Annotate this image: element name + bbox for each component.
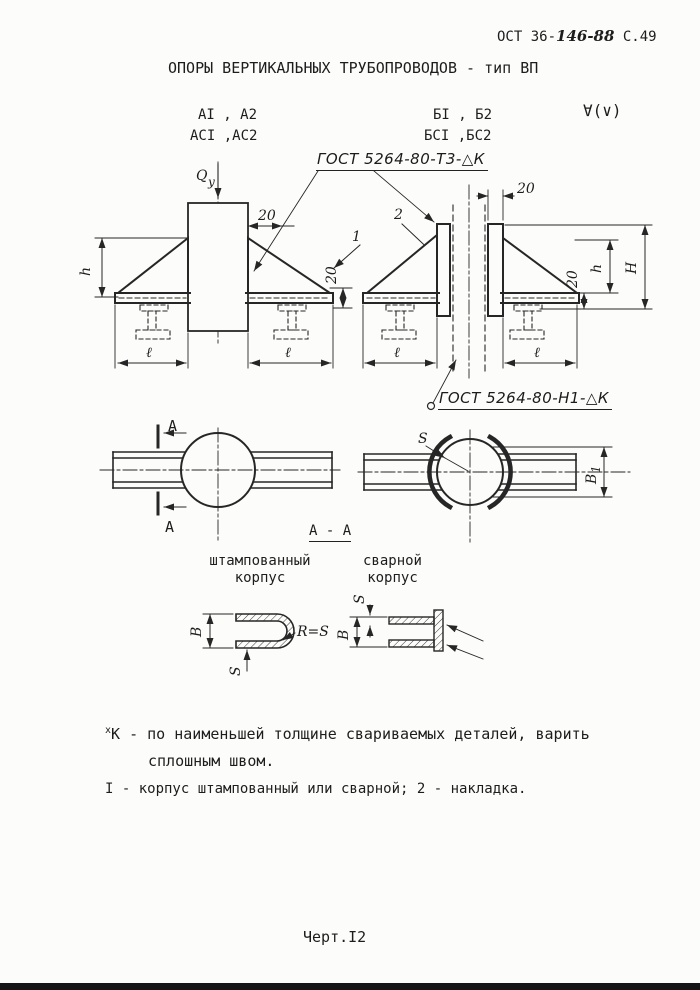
front-view-left-assembly (78, 162, 352, 345)
standard-number-handwritten: 146-88 (556, 27, 615, 45)
dim-b1-subscript: 1 (589, 465, 603, 473)
weld-note-n1: ГОСТ 5264-80-Н1-△К (438, 389, 612, 410)
figure-caption: Черт.I2 (303, 928, 367, 946)
stamped-corpus-label-line2: корпус (234, 570, 286, 586)
dim-l-label: ℓ (285, 345, 291, 361)
dimension-l-row (115, 305, 577, 368)
footnote-superscript: х (105, 725, 112, 736)
welded-corpus-label-line1: сварной (362, 553, 422, 569)
page-title: ОПОРЫ ВЕРТИКАЛЬНЫХ ТРУБОПРОВОДОВ - тип ВП (168, 59, 539, 77)
callout-2: 2 (394, 207, 403, 223)
plan-view-right (358, 430, 630, 545)
weld-arrow (447, 625, 483, 641)
front-view-right-assembly (254, 171, 652, 378)
dim-l-label: ℓ (394, 345, 400, 361)
dim-l-label: ℓ (146, 345, 152, 361)
weld-arrow (447, 645, 483, 659)
welded-web-plate (434, 610, 443, 651)
dim-b1-label: В (584, 473, 600, 484)
plan-view-left (100, 417, 340, 540)
dim-B-label: В (189, 626, 205, 637)
callout-1: 1 (352, 229, 361, 245)
section-a-a-label: А - А (309, 523, 351, 542)
weld-all-around-circle (428, 403, 435, 410)
standard-number-prefix: ОСТ 36- (497, 29, 557, 45)
weld-note-t3: ГОСТ 5264-80-Т3-△К (316, 150, 488, 171)
stamped-corpus-label-line1: штампованный (209, 553, 311, 569)
hidden-beam-left (136, 305, 170, 339)
load-q-label: Q (196, 168, 208, 184)
type-label-bc1-bc2: БСI ,БС2 (424, 128, 492, 144)
section-view-welded (336, 594, 483, 659)
section-mark-label: А (165, 518, 175, 536)
dim-l-label: ℓ (534, 345, 540, 361)
pipe-column (188, 203, 248, 331)
weld-note-t3-leader (374, 171, 434, 222)
load-q-subscript: у (208, 175, 215, 189)
dim-s-label: S (418, 431, 428, 447)
type-label-ac1-ac2: АСI ,АС2 (190, 128, 258, 144)
dim-s-label: S (352, 594, 368, 604)
type-label-a1-a2: АI , А2 (198, 107, 258, 123)
hidden-beam-right (510, 305, 544, 339)
gusset-left (367, 235, 437, 293)
dim-20-label: 20 (565, 270, 581, 288)
welded-corpus-label-line2: корпус (367, 570, 418, 586)
dim-h-label: h (78, 266, 94, 276)
footnote-text: К - по наименьшей толщине свариваемых деталей, варить (111, 725, 590, 743)
dim-r-eq-s-label: R=S (297, 624, 329, 640)
section-mark-label: А (168, 417, 178, 435)
dim-20-label: 20 (258, 208, 276, 224)
page-number: С.49 (622, 29, 657, 45)
dim-h-label: h (589, 263, 605, 273)
items-legend: I - корпус штампованный или сварной; 2 - накладка. (105, 781, 527, 797)
section-view-stamped (189, 614, 329, 676)
stamped-channel (236, 614, 294, 648)
gusset-right (248, 238, 330, 293)
footnote-line2: сплошным швом. (148, 752, 275, 770)
dim-20-label: 20 (324, 266, 340, 284)
roughness-symbol: ∀(∨) (583, 101, 622, 120)
dim-s-label: S (228, 666, 244, 676)
weld-note-n1-leader (428, 360, 457, 410)
welded-flange-bottom (389, 640, 434, 647)
hidden-beam-right (274, 305, 308, 339)
gusset-left (118, 238, 188, 293)
dim-20-label: 20 (517, 181, 535, 197)
callout-1-leader (334, 245, 360, 268)
dim-B-label: В (336, 629, 352, 640)
dim-H-label: Н (624, 261, 640, 274)
hidden-beam-left (382, 305, 416, 339)
welded-flange-top (389, 617, 434, 624)
type-label-b1-b2: БI , Б2 (433, 107, 493, 123)
